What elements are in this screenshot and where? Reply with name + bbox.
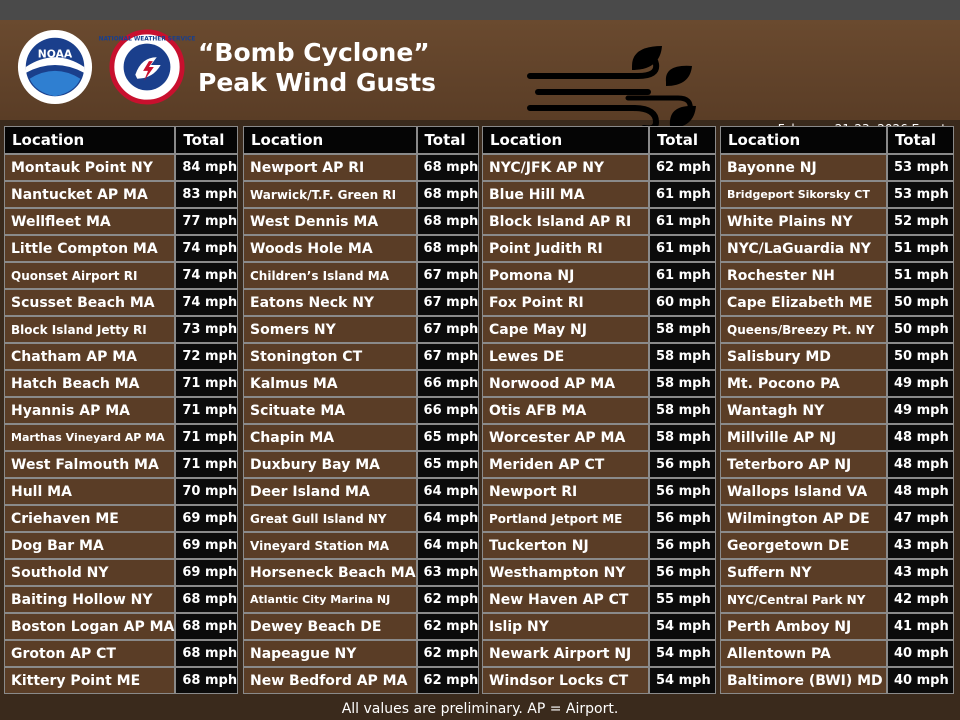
table-row (4, 289, 238, 316)
table-header-row (4, 126, 238, 154)
table-row (482, 559, 716, 586)
location-cell: Georgetown DE (720, 532, 887, 559)
location-cell: Montauk Point NY (4, 154, 175, 181)
location-cell: Deer Island MA (243, 478, 417, 505)
location-cell: Baltimore (BWI) MD (720, 667, 887, 694)
table-row (243, 262, 479, 289)
location-cell: Cape May NJ (482, 316, 649, 343)
table-row (4, 154, 238, 181)
table-row (243, 289, 479, 316)
table-row (243, 370, 479, 397)
total-cell: 47 mph (887, 505, 954, 532)
title-line-1: “Bomb Cyclone” (198, 38, 430, 67)
location-cell: Little Compton MA (4, 235, 175, 262)
national-weather-service-logo (98, 28, 196, 106)
total-cell: 69 mph (175, 559, 238, 586)
location-header: Location (243, 126, 417, 154)
total-cell: 66 mph (417, 397, 480, 424)
table-row (720, 667, 954, 694)
total-cell: 56 mph (649, 478, 716, 505)
location-cell: Norwood AP MA (482, 370, 649, 397)
location-cell: Perth Amboy NJ (720, 613, 887, 640)
location-cell: Hatch Beach MA (4, 370, 175, 397)
table-row (243, 208, 479, 235)
total-cell: 43 mph (887, 532, 954, 559)
table-row (243, 154, 479, 181)
total-cell: 64 mph (417, 505, 480, 532)
total-cell: 50 mph (887, 316, 954, 343)
total-cell: 68 mph (417, 235, 480, 262)
table-row (720, 370, 954, 397)
location-cell: Hyannis AP MA (4, 397, 175, 424)
location-cell: Scusset Beach MA (4, 289, 175, 316)
total-cell: 41 mph (887, 613, 954, 640)
location-cell: Mt. Pocono PA (720, 370, 887, 397)
total-cell: 55 mph (649, 586, 716, 613)
total-cell: 62 mph (417, 640, 480, 667)
page-title (198, 38, 436, 98)
total-cell: 74 mph (175, 262, 238, 289)
table-row (243, 343, 479, 370)
table-row (720, 181, 954, 208)
location-cell: Dewey Beach DE (243, 613, 417, 640)
total-cell: 62 mph (417, 613, 480, 640)
location-cell: NYC/JFK AP NY (482, 154, 649, 181)
table-row (4, 667, 238, 694)
total-cell: 69 mph (175, 532, 238, 559)
location-cell: Windsor Locks CT (482, 667, 649, 694)
location-cell: Great Gull Island NY (243, 505, 417, 532)
location-cell: Salisbury MD (720, 343, 887, 370)
total-cell: 73 mph (175, 316, 238, 343)
location-cell: Islip NY (482, 613, 649, 640)
table-header-row (243, 126, 479, 154)
location-cell: Kittery Point ME (4, 667, 175, 694)
table-row (4, 451, 238, 478)
total-cell: 60 mph (649, 289, 716, 316)
top-strip (0, 0, 960, 20)
location-header: Location (4, 126, 175, 154)
table-row (720, 586, 954, 613)
footer-note: All values are preliminary. AP = Airport. (341, 701, 619, 717)
total-cell: 84 mph (175, 154, 238, 181)
location-cell: Point Judith RI (482, 235, 649, 262)
total-cell: 74 mph (175, 289, 238, 316)
total-cell: 58 mph (649, 343, 716, 370)
location-cell: Woods Hole MA (243, 235, 417, 262)
table-row (482, 235, 716, 262)
table-row (243, 559, 479, 586)
total-cell: 56 mph (649, 451, 716, 478)
total-cell: 71 mph (175, 424, 238, 451)
table-row (4, 316, 238, 343)
total-cell: 61 mph (649, 262, 716, 289)
total-cell: 62 mph (417, 667, 480, 694)
total-cell: 52 mph (887, 208, 954, 235)
location-cell: Millville AP NJ (720, 424, 887, 451)
location-cell: Eatons Neck NY (243, 289, 417, 316)
location-cell: Allentown PA (720, 640, 887, 667)
table-row (243, 316, 479, 343)
table-row (720, 208, 954, 235)
table-row (243, 586, 479, 613)
table-row (243, 235, 479, 262)
location-cell: Children’s Island MA (243, 262, 417, 289)
table-row (482, 667, 716, 694)
location-cell: Somers NY (243, 316, 417, 343)
table-row (482, 316, 716, 343)
location-cell: Baiting Hollow NY (4, 586, 175, 613)
location-cell: West Falmouth MA (4, 451, 175, 478)
total-cell: 68 mph (175, 667, 238, 694)
table-row (4, 181, 238, 208)
table-row (243, 667, 479, 694)
location-cell: Wilmington AP DE (720, 505, 887, 532)
total-cell: 58 mph (649, 424, 716, 451)
table-row (720, 478, 954, 505)
total-cell: 61 mph (649, 181, 716, 208)
table-row (482, 208, 716, 235)
table-row (243, 613, 479, 640)
table-row (4, 505, 238, 532)
location-cell: Groton AP CT (4, 640, 175, 667)
location-cell: West Dennis MA (243, 208, 417, 235)
total-cell: 74 mph (175, 235, 238, 262)
total-cell: 61 mph (649, 208, 716, 235)
gust-table-column-1 (4, 126, 238, 694)
total-cell: 66 mph (417, 370, 480, 397)
gust-table (482, 126, 716, 694)
location-cell: Fox Point RI (482, 289, 649, 316)
table-row (482, 640, 716, 667)
table-row (243, 451, 479, 478)
table-row (720, 451, 954, 478)
location-cell: Chapin MA (243, 424, 417, 451)
total-cell: 68 mph (417, 208, 480, 235)
total-cell: 67 mph (417, 289, 480, 316)
table-row (720, 289, 954, 316)
total-cell: 50 mph (887, 343, 954, 370)
table-row (4, 424, 238, 451)
location-cell: Wellfleet MA (4, 208, 175, 235)
table-row (243, 397, 479, 424)
location-cell: Teterboro AP NJ (720, 451, 887, 478)
total-cell: 65 mph (417, 451, 480, 478)
gust-table (243, 126, 479, 694)
total-cell: 49 mph (887, 370, 954, 397)
total-cell: 56 mph (649, 532, 716, 559)
total-cell: 63 mph (417, 559, 480, 586)
total-cell: 48 mph (887, 451, 954, 478)
location-cell: Duxbury Bay MA (243, 451, 417, 478)
location-cell: Westhampton NY (482, 559, 649, 586)
location-cell: Atlantic City Marina NJ (243, 586, 417, 613)
gust-table-column-4 (720, 126, 954, 694)
table-row (720, 397, 954, 424)
table-row (4, 586, 238, 613)
gust-table-column-3 (482, 126, 716, 694)
location-cell: Block Island AP RI (482, 208, 649, 235)
table-row (720, 559, 954, 586)
table-row (4, 208, 238, 235)
total-cell: 53 mph (887, 154, 954, 181)
total-cell: 71 mph (175, 370, 238, 397)
location-cell: Worcester AP MA (482, 424, 649, 451)
total-cell: 67 mph (417, 262, 480, 289)
table-row (482, 613, 716, 640)
total-cell: 71 mph (175, 397, 238, 424)
location-header: Location (720, 126, 887, 154)
table-row (4, 640, 238, 667)
title-line-2: Peak Wind Gusts (198, 68, 437, 97)
location-cell: Quonset Airport RI (4, 262, 175, 289)
total-cell: 56 mph (649, 505, 716, 532)
location-cell: Tuckerton NJ (482, 532, 649, 559)
location-cell: NYC/Central Park NY (720, 586, 887, 613)
total-cell: 56 mph (649, 559, 716, 586)
table-row (482, 262, 716, 289)
wind-leaves-icon (528, 42, 698, 132)
location-cell: New Bedford AP MA (243, 667, 417, 694)
gust-table (720, 126, 954, 694)
table-header-row (482, 126, 716, 154)
table-row (482, 451, 716, 478)
total-cell: 70 mph (175, 478, 238, 505)
location-cell: Suffern NY (720, 559, 887, 586)
location-cell: Warwick/T.F. Green RI (243, 181, 417, 208)
total-cell: 40 mph (887, 640, 954, 667)
table-row (720, 613, 954, 640)
total-cell: 48 mph (887, 478, 954, 505)
table-row (243, 181, 479, 208)
total-cell: 67 mph (417, 343, 480, 370)
noaa-logo (16, 28, 94, 106)
total-cell: 68 mph (175, 640, 238, 667)
location-cell: Rochester NH (720, 262, 887, 289)
total-cell: 64 mph (417, 532, 480, 559)
table-row (243, 424, 479, 451)
location-cell: Chatham AP MA (4, 343, 175, 370)
location-cell: NYC/LaGuardia NY (720, 235, 887, 262)
total-cell: 49 mph (887, 397, 954, 424)
total-cell: 71 mph (175, 451, 238, 478)
table-row (4, 478, 238, 505)
table-row (482, 289, 716, 316)
svg-text:NOAA: NOAA (37, 47, 73, 61)
table-row (720, 316, 954, 343)
table-row (720, 532, 954, 559)
gust-table-column-2 (243, 126, 477, 694)
total-cell: 43 mph (887, 559, 954, 586)
header (0, 20, 960, 120)
table-row (4, 559, 238, 586)
total-cell: 54 mph (649, 667, 716, 694)
table-row (4, 397, 238, 424)
location-cell: Cape Elizabeth ME (720, 289, 887, 316)
location-cell: Wallops Island VA (720, 478, 887, 505)
total-cell: 65 mph (417, 424, 480, 451)
table-row (720, 640, 954, 667)
location-cell: Queens/Breezy Pt. NY (720, 316, 887, 343)
total-cell: 67 mph (417, 316, 480, 343)
table-row (720, 235, 954, 262)
table-row (243, 640, 479, 667)
table-row (482, 478, 716, 505)
total-cell: 64 mph (417, 478, 480, 505)
total-cell: 83 mph (175, 181, 238, 208)
location-cell: New Haven AP CT (482, 586, 649, 613)
table-row (4, 532, 238, 559)
location-cell: Newport RI (482, 478, 649, 505)
total-cell: 54 mph (649, 613, 716, 640)
table-row (243, 478, 479, 505)
table-row (720, 505, 954, 532)
total-cell: 62 mph (649, 154, 716, 181)
location-cell: Criehaven ME (4, 505, 175, 532)
table-row (482, 181, 716, 208)
table-row (4, 343, 238, 370)
total-cell: 58 mph (649, 397, 716, 424)
location-header: Location (482, 126, 649, 154)
table-row (243, 532, 479, 559)
total-cell: 68 mph (417, 181, 480, 208)
location-cell: Otis AFB MA (482, 397, 649, 424)
table-row (4, 262, 238, 289)
total-cell: 50 mph (887, 289, 954, 316)
total-cell: 42 mph (887, 586, 954, 613)
table-row (4, 235, 238, 262)
location-cell: Scituate MA (243, 397, 417, 424)
location-cell: Block Island Jetty RI (4, 316, 175, 343)
location-cell: Bayonne NJ (720, 154, 887, 181)
table-row (720, 262, 954, 289)
location-cell: Pomona NJ (482, 262, 649, 289)
location-cell: Horseneck Beach MA (243, 559, 417, 586)
total-cell: 40 mph (887, 667, 954, 694)
total-cell: 53 mph (887, 181, 954, 208)
location-cell: Boston Logan AP MA (4, 613, 175, 640)
total-cell: 54 mph (649, 640, 716, 667)
total-cell: 62 mph (417, 586, 480, 613)
total-cell: 68 mph (417, 154, 480, 181)
total-cell: 72 mph (175, 343, 238, 370)
table-row (720, 154, 954, 181)
total-cell: 48 mph (887, 424, 954, 451)
total-header: Total (649, 126, 716, 154)
location-cell: Portland Jetport ME (482, 505, 649, 532)
table-row (243, 505, 479, 532)
total-cell: 58 mph (649, 370, 716, 397)
location-cell: Newport AP RI (243, 154, 417, 181)
table-row (720, 343, 954, 370)
location-cell: Stonington CT (243, 343, 417, 370)
table-header-row (720, 126, 954, 154)
table-row (482, 532, 716, 559)
location-cell: Wantagh NY (720, 397, 887, 424)
location-cell: Lewes DE (482, 343, 649, 370)
table-row (482, 505, 716, 532)
svg-text:NATIONAL WEATHER SERVICE: NATIONAL WEATHER SERVICE (98, 36, 196, 43)
table-row (482, 154, 716, 181)
total-cell: 51 mph (887, 262, 954, 289)
total-header: Total (887, 126, 954, 154)
location-cell: Blue Hill MA (482, 181, 649, 208)
location-cell: Marthas Vineyard AP MA (4, 424, 175, 451)
location-cell: Napeague NY (243, 640, 417, 667)
total-cell: 51 mph (887, 235, 954, 262)
total-cell: 77 mph (175, 208, 238, 235)
total-cell: 61 mph (649, 235, 716, 262)
table-row (482, 370, 716, 397)
table-row (720, 424, 954, 451)
total-cell: 69 mph (175, 505, 238, 532)
table-row (4, 370, 238, 397)
location-cell: Meriden AP CT (482, 451, 649, 478)
location-cell: Kalmus MA (243, 370, 417, 397)
location-cell: Southold NY (4, 559, 175, 586)
table-row (482, 397, 716, 424)
table-row (482, 343, 716, 370)
table-row (482, 586, 716, 613)
total-cell: 68 mph (175, 613, 238, 640)
location-cell: Nantucket AP MA (4, 181, 175, 208)
location-cell: Newark Airport NJ (482, 640, 649, 667)
total-header: Total (175, 126, 238, 154)
location-cell: Vineyard Station MA (243, 532, 417, 559)
gust-table (4, 126, 238, 694)
location-cell: White Plains NY (720, 208, 887, 235)
table-row (482, 424, 716, 451)
table-row (4, 613, 238, 640)
location-cell: Dog Bar MA (4, 532, 175, 559)
total-cell: 68 mph (175, 586, 238, 613)
total-cell: 58 mph (649, 316, 716, 343)
location-cell: Hull MA (4, 478, 175, 505)
location-cell: Bridgeport Sikorsky CT (720, 181, 887, 208)
total-header: Total (417, 126, 480, 154)
